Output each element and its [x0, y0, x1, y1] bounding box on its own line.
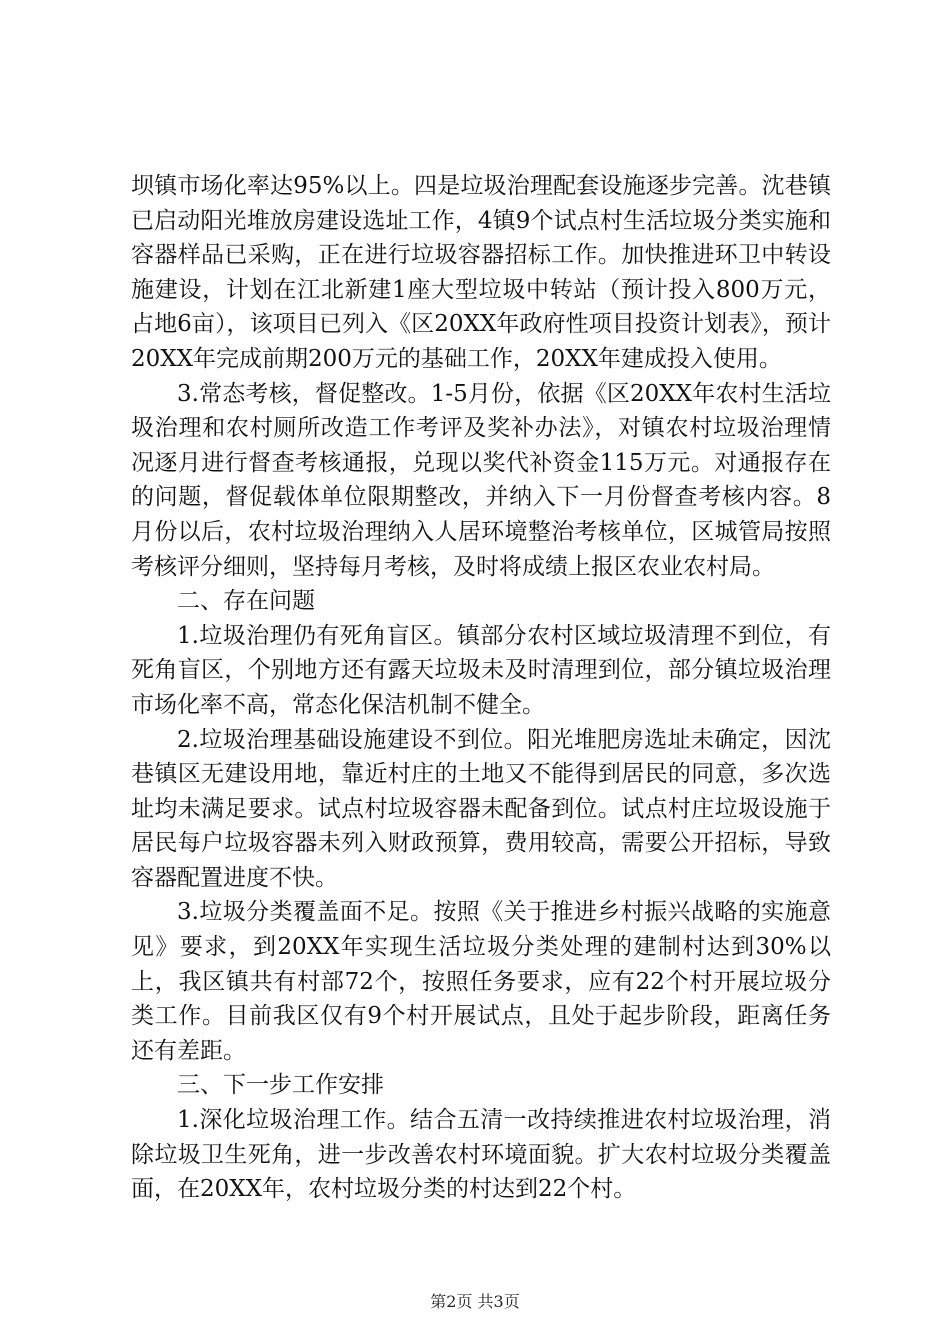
section-heading-existing-problems: 二、存在问题	[177, 588, 315, 615]
paragraph-deepen-governance: 1.深化垃圾治理工作。结合五清一改持续推进农村垃圾治理，消除垃圾卫生死角，进一步改善农村环境面貌。扩大农村垃圾分类覆盖面，在20XX年，农村垃圾分类的村达到22个村。	[131, 1107, 831, 1203]
document-body	[131, 169, 831, 1207]
section-heading-next-steps: 三、下一步工作安排	[177, 1072, 384, 1099]
paragraph-sorting-coverage: 3.垃圾分类覆盖面不足。按照《关于推进乡村振兴战略的实施意见》要求，到20XX年实现生活垃圾分类处理的建制村达到30%以上，我区镇共有村部72个，按照任务要求，应有22个村开展垃圾分类工作。目前我区仅有9个村开展试点，且处于起步阶段，距离任务还有差距。	[131, 899, 831, 1064]
paragraph-routine-assessment: 3.常态考核，督促整改。1-5月份，依据《区20XX年农村生活垃圾治理和农村厕所改造工作考评及奖补办法》，对镇农村垃圾治理情况逐月进行督查考核通报，兑现以奖代补资金115万元。对通报存在的问题，督促载体单位限期整改，并纳入下一月份督查考核内容。8月份以后，农村垃圾治理纳入人居环境整治考核单位，区城管局按照考核评分细则，坚持每月考核，及时将成绩上报区农业农村局。	[131, 380, 831, 580]
paragraph-continuation: 坝镇市场化率达95%以上。四是垃圾治理配套设施逐步完善。沈巷镇已启动阳光堆放房建设选址工作，4镇9个试点村生活垃圾分类实施和容器样品已采购，正在进行垃圾容器招标工作。加快推进环卫中转设施建设，计划在江北新建1座大型垃圾中转站（预计投入800万元，占地6亩），该项目已列入《区20XX年政府性项目投资计划表》，预计20XX年完成前期200万元的基础工作，20XX年建成投入使用。	[131, 173, 831, 372]
paragraph-infrastructure: 2.垃圾治理基础设施建设不到位。阳光堆肥房选址未确定，因沈巷镇区无建设用地，靠近村庄的土地又不能得到居民的同意，多次选址均未满足要求。试点村垃圾容器未配备到位。试点村庄垃圾设施于居民每户垃圾容器未列入财政预算，费用较高，需要公开招标，导致容器配置进度不快。	[131, 726, 831, 891]
page-footer: 第2页 共3页	[430, 1292, 520, 1311]
paragraph-blind-spots: 1.垃圾治理仍有死角盲区。镇部分农村区域垃圾清理不到位，有死角盲区，个别地方还有露天垃圾未及时清理到位，部分镇垃圾治理市场化率不高，常态化保洁机制不健全。	[131, 622, 831, 718]
